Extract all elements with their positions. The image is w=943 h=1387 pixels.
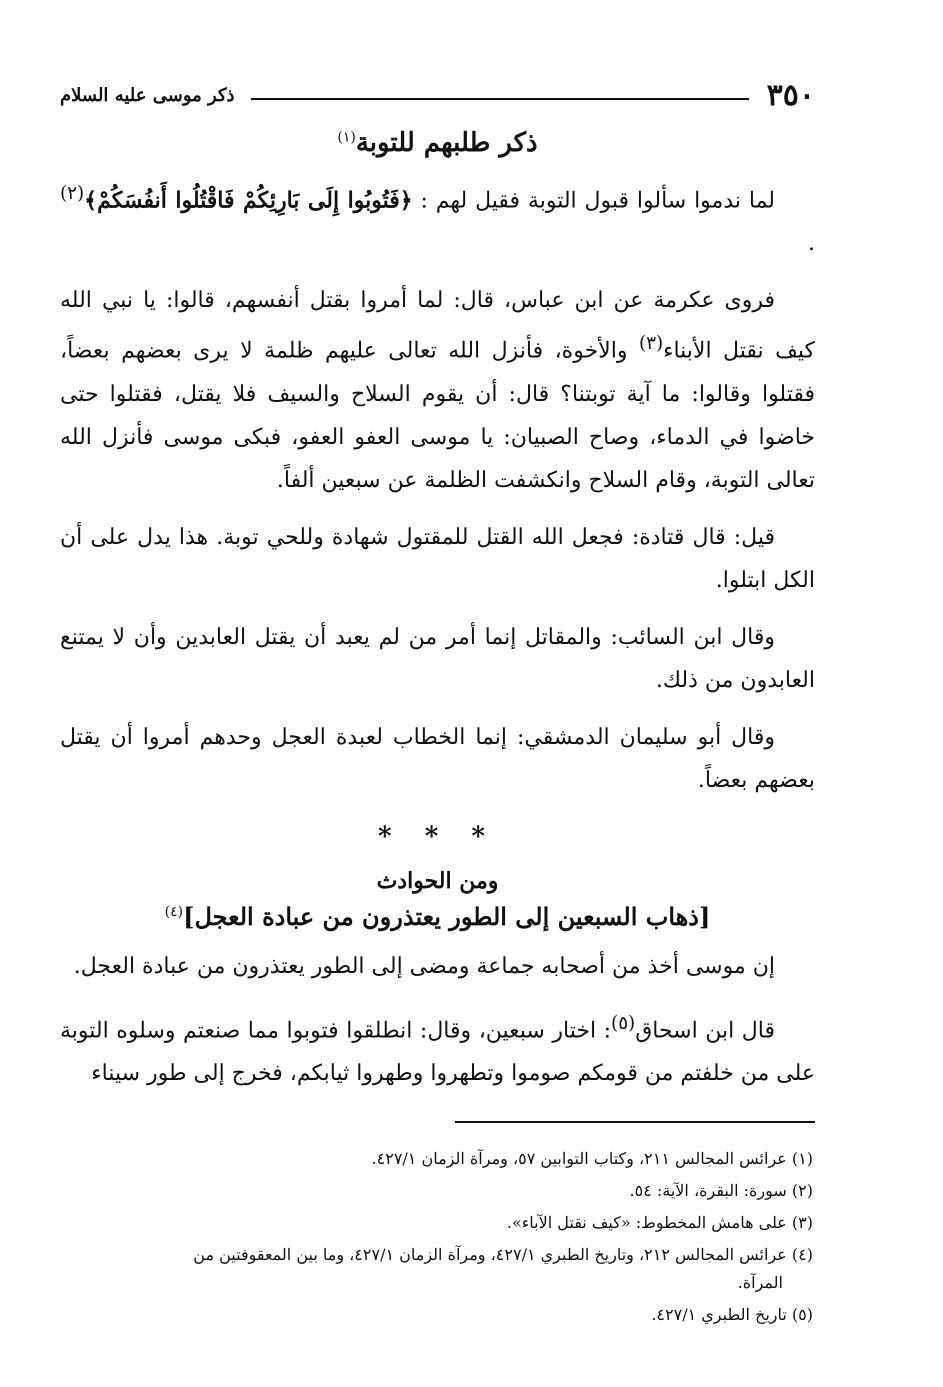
footnote-3: (٣) على هامش المخطوط: «كيف نقتل الآباء». <box>506 1212 813 1232</box>
paragraph-text: قال ابن اسحاق <box>635 1017 775 1043</box>
paragraph <box>60 1002 815 1095</box>
book-page <box>60 70 815 1333</box>
paragraph <box>60 172 815 265</box>
page-number: ٣٥٠ <box>766 77 815 113</box>
paragraph-text: والأخوة، فأنزل الله تعالى عليهم ظلمة لا يرى بعضهم بعضاً، فقتلوا وقالوا: ما آية توبتنا؟ قال: أن يقوم السلاح والسيف فلا يقتل، فقتلوا حتى خاضوا في الدماء، وصاح الصبيان: يا موسى العفو العفو، فبكى موسى فأنزل الله تعالى التوبة، وقام السلاح وانكشفت الظلمة عن سبعين ألفاً. <box>60 338 815 493</box>
footnote-4-text: (٤) عرائس المجالس ٢١٢، وتاريخ الطبري ٤٢٧/١، ومرآة الزمان ٤٢٧/١، وما بين المعقوفتين من <box>193 1244 813 1264</box>
footnotes <box>60 1145 815 1329</box>
footnote-ref: (٢) <box>60 183 85 204</box>
section-title-text: ذكر طلبهم للتوبة <box>355 128 538 158</box>
section-title <box>60 128 815 158</box>
paragraph: وقال أبو سليمان الدمشقي: إنما الخطاب لعبدة العجل وحدهم أمروا أن يقتل بعضهم بعضاً. <box>60 724 815 793</box>
section-heading: ومن الحوادث <box>376 867 499 894</box>
footnote-ref: (١) <box>337 129 356 146</box>
paragraph-end: . <box>808 231 815 257</box>
section-subtitle-text: [ذهاب السبعين إلى الطور يعتذرون من عبادة العجل] <box>183 901 711 931</box>
quran-verse: ﴿فَتُوبُوا إِلَى بَارِئِكُمْ فَاقْتُلُوا أَنفُسَكُمْ﴾ <box>84 187 413 214</box>
running-title: ذكر موسى عليه السلام <box>60 84 235 106</box>
footnote-1: (١) عرائس المجالس ٢١١، وكتاب التوابين ٥٧، ومرآة الزمان ٤٢٧/١. <box>371 1148 813 1168</box>
paragraph-text: فروى عكرمة عن ابن عباس، قال: لما أمروا بقتل أنفسهم، قالوا: يا نبي الله كيف نقتل الأبناء <box>60 288 815 364</box>
section-subtitle <box>60 902 815 931</box>
paragraph <box>60 279 815 501</box>
paragraph-text: : اختار سبعين، وقال: انطلقوا فتوبوا مما صنعتم وسلوه التوبة على من خلفتم من قومكم صوموا وتطهروا وطهروا ثيابكم، فخرج إلى طور سيناء <box>60 1017 815 1086</box>
footnote-ref: (٤) <box>164 903 184 920</box>
footnote-ref: (٥) <box>611 1012 636 1034</box>
section-separator: * * * <box>378 821 497 852</box>
paragraph: وقال ابن السائب: والمقاتل إنما أمر من لم يعبد أن يقتل العابدين وأن لا يمتنع العابدون من ذلك. <box>60 624 815 693</box>
footnote-2: (٢) سورة: البقرة، الآية: ٥٤. <box>629 1180 813 1200</box>
paragraph: قيل: قال قتادة: فجعل الله القتل للمقتول شهادة وللحي توبة. هذا يدل على أن الكل ابتلوا. <box>60 524 815 593</box>
footnote-5: (٥) تاريخ الطبري ٤٢٧/١. <box>651 1304 813 1324</box>
paragraph-text: لما ندموا سألوا قبول التوبة فقيل لهم : <box>412 188 775 214</box>
footnote-4 <box>60 1241 815 1297</box>
footnote-rule <box>455 1121 815 1123</box>
paragraph: إن موسى أخذ من أصحابه جماعة ومضى إلى الطور يعتذرون من عبادة العجل. <box>73 953 775 979</box>
footnote-ref: (٣) <box>638 333 664 355</box>
footnote-4-continuation: المرآة. <box>737 1272 783 1292</box>
page-header <box>60 70 815 120</box>
header-rule <box>251 98 749 100</box>
